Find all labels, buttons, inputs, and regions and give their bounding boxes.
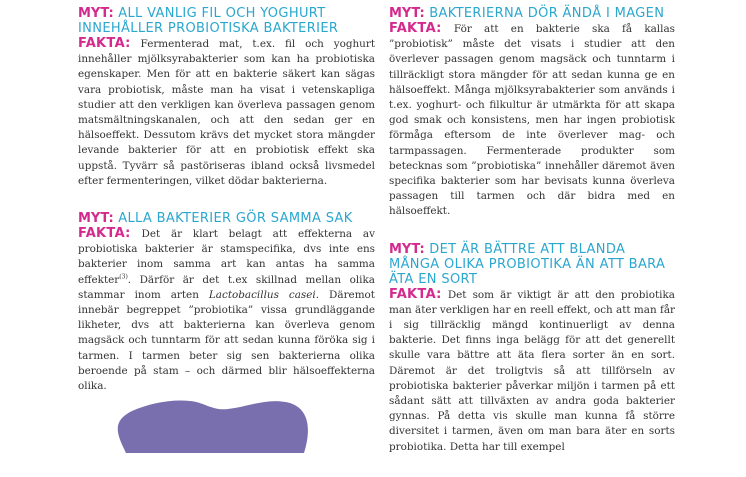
myth-section-all-bacteria-same (78, 211, 375, 394)
myth-section-mix-probiotics (389, 242, 675, 455)
myth-heading (389, 242, 675, 287)
fact-paragraph (78, 226, 375, 394)
myth-label: MYT: (389, 6, 425, 21)
species-name: Lactobacillus casei (208, 288, 316, 301)
myth-heading (78, 211, 375, 226)
fact-text: Det är klart belagt att effekterna av probiotiska bakterier är stamspecifika, dvs inte ens bakterier inom samma art kan antas ha samma effekter (78, 228, 375, 286)
fact-label: FAKTA: (78, 226, 131, 242)
myth-section-bacteria-die-stomach (389, 6, 675, 220)
fact-paragraph (389, 21, 675, 220)
fact-text: För att en bakterie ska få kallas ”probiotisk” måste det visats i studier att den överlever passagen genom magsäck och tunntarm i tillräckligt stora mängder för att sedan kunna ge en hälsoeffekt. Många mjölksyrabakterier som används i t.ex. yoghurt- och filkultur är utmärkta för att skapa god smak och konsistens, men har ingen probiotisk förmåga eftersom de inte överlever mag- och tarmpassagen. Fermenterade produkter som betecknas som ”probiotiska” innehåller däremot även specifika bakterier som har bevisats kunna överleva passagen till tarmen och där bidra med en hälsoeffekt. (389, 23, 675, 218)
myth-text: ALL VANLIG FIL OCH YOGHURT INNEHÅLLER PROBIOTISKA BAKTERIER (78, 6, 339, 36)
myth-text: BAKTERIERNA DÖR ÄNDÅ I MAGEN (429, 6, 665, 21)
fact-text: Fermenterad mat, t.ex. fil och yoghurt innehåller mjölksyrabakterier som kan ha probiotiska egenskaper. Men för att en bakterie säkert kan sägas vara probiotisk, måste man ha visat i vetenskapliga studier att den verkligen kan överleva passagen genom matsmältningskanalen, och att den sedan ger en hälsoeffekt. Dessutom krävs det mycket stora mängder levande bakterier för att en probiotisk effekt ska uppstå. Tyvärr så pastöriseras ibland också livsmedel efter fermenteringen, vilket dödar bakterierna. (78, 38, 375, 187)
fact-text: . Därför är det t.ex skillnad mellan olika stammar inom arten (78, 273, 375, 301)
fact-paragraph (78, 36, 375, 189)
fact-text: Det som är viktigt är att den probiotika man äter verkligen har en reell effekt, och att man får i sig tillräcklig mängd kontinuerligt av denna bakterie. Det finns inga belägg för att det generellt skulle vara bättre att äta flera sorter än en sort. Däremot är det troligtvis så att tillförseln av probiotiska bakterier påverkar miljön i tarmen på ett sådant sätt att tillväxten av andra goda bakterier gynnas. På detta vis skulle man kunna få större diversitet i tarmen, även om man bara äter en sorts probiotika. Detta har till exempel (389, 288, 675, 453)
reference-marker: (3) (119, 273, 128, 281)
myth-text: DET ÄR BÄTTRE ATT BLANDA MÅNGA OLIKA PROBIOTIKA ÄN ATT BARA ÄTA EN SORT (389, 241, 666, 287)
fact-label: FAKTA: (389, 21, 442, 36)
decorative-blob (108, 393, 313, 453)
myth-label: MYT: (389, 241, 425, 257)
decorative-blob-shape (118, 400, 308, 453)
right-column (389, 6, 675, 477)
fact-label: FAKTA: (78, 36, 131, 51)
myth-label: MYT: (78, 211, 114, 227)
myth-heading (389, 6, 675, 21)
fact-label: FAKTA: (389, 286, 442, 302)
myth-label: MYT: (78, 6, 114, 21)
myth-text: ALLA BAKTERIER GÖR SAMMA SAK (118, 211, 353, 227)
myth-section-plain-fil-yoghurt (78, 6, 375, 189)
fact-text: . Däremot innebär begreppet ”probiotika” vissa grundläggande likheter, dvs att bakterierna kan överleva genom magsäck och tunntarm för att sedan kunna föröka sig i tarmen. I tarmen beter sig sen bakterierna olika beroende på stam – och därmed blir hälsoeffekterna olika. (78, 288, 375, 393)
fact-paragraph (389, 287, 675, 455)
myth-heading (78, 6, 375, 36)
left-column (78, 6, 375, 416)
